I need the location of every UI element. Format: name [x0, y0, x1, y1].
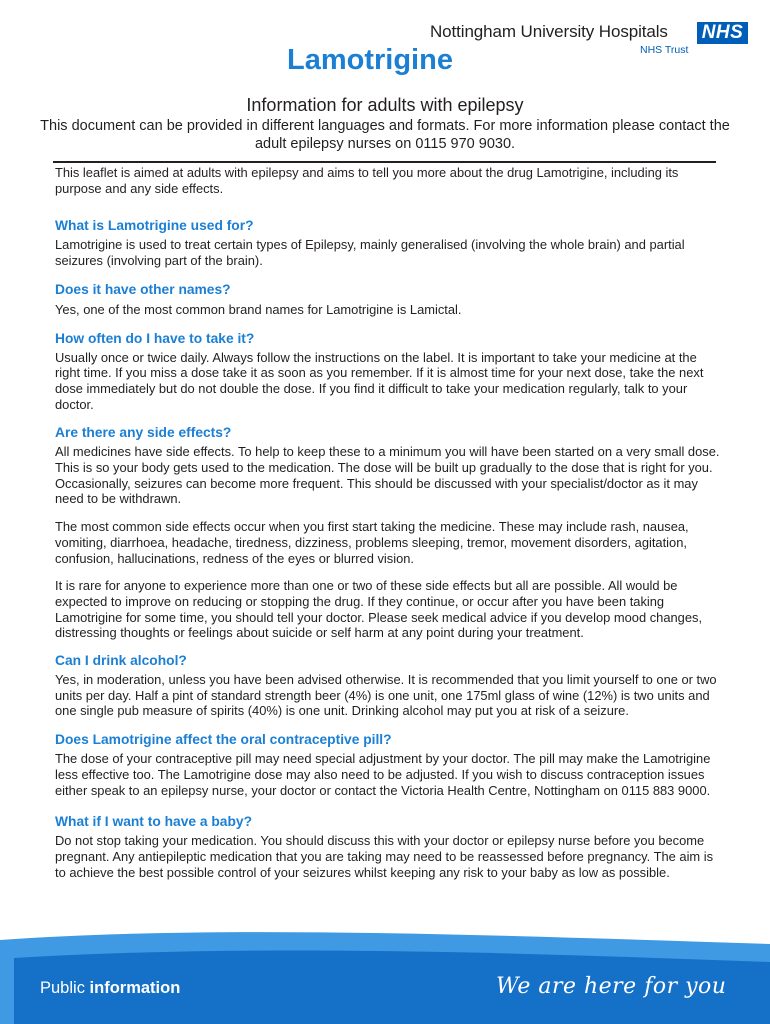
- page-subtitle: Information for adults with epilepsy: [246, 95, 524, 115]
- lead-paragraph: This leaflet is aimed at adults with epilepsy and aims to tell you more about the drug Lamotrigine, including its purpose and any side effects.: [55, 165, 679, 196]
- section-paragraph: Lamotrigine is used to treat certain types of Epilepsy, mainly generalised (involving the whole brain) and partial seizures (involving part of the brain).: [55, 237, 685, 269]
- section-paragraph: Yes, in moderation, unless you have been advised otherwise. It is recommended that you limit yourself to one or two units per day. Half a pint of standard strength beer (4%) is one unit, one 175ml glass of wine (12%) is two units and one single pub measure of spirits (40%) is one unit. Drinking alcohol may put you at risk of a seizure.: [55, 672, 717, 719]
- section-heading: How often do I have to take it?: [55, 330, 255, 346]
- organisation-name: Nottingham University Hospitals: [430, 22, 668, 41]
- divider: [53, 161, 716, 163]
- public-text: Public: [40, 979, 90, 997]
- nhs-logo: NHS: [697, 22, 748, 44]
- intro-text: This document can be provided in different languages and formats. For more information please contact the adult epilepsy nurses on 0115 970 9030.: [40, 118, 730, 152]
- section-paragraph: Do not stop taking your medication. You should discuss this with your doctor or epilepsy nurse before you become pregnant. Any antiepileptic medication that you are taking may need to be reassessed before pregnancy. The aim is to achieve the best possible control of your seizures whilst keeping any risk to your baby as low as possible.: [55, 833, 714, 880]
- section-paragraph: All medicines have side effects. To help to keep these to a minimum you will have been started on a very small dose. This is so your body gets used to the medication. The dose will be built up gradually to the dose that is right for you. Occasionally, seizures can become more frequent. This should be discussed with your specialist/doctor as it may need to be withdrawn.: [55, 444, 720, 507]
- information-text: information: [89, 979, 181, 997]
- section-heading: Are there any side effects?: [55, 425, 232, 441]
- section-heading: Can I drink alcohol?: [55, 653, 187, 669]
- slogan: We are here for you: [496, 974, 727, 999]
- leaflet-content: [55, 165, 720, 880]
- section-paragraph: The most common side effects occur when you first start taking the medicine. These may include rash, nausea, vomiting, diarrhoea, headache, tiredness, dizziness, problems sleeping, tremor, movement disorders, agitation, confusion, hallucinations, redness of the eyes or blurred vision.: [55, 519, 689, 566]
- section-paragraph: The dose of your contraceptive pill may need special adjustment by your doctor. The pill may make the Lamotrigine less effective too. The Lamotrigine dose may also need to be adjusted. If you wish to discuss contraception issues either speak to an epilepsy nurse, your doctor or contact the Victoria Health Centre, Nottingham on 0115 883 9000.: [55, 751, 711, 798]
- public-information-label: [40, 979, 180, 998]
- section-heading: What if I want to have a baby?: [55, 814, 253, 830]
- section-paragraph: Usually once or twice daily. Always follow the instructions on the label. It is important to take your medicine at the right time. If you miss a dose take it as soon as you remember. If it is almost time for your next dose, take the next dose immediately but do not double the dose. If you find it difficult to take your medication regularly, talk to your doctor.: [55, 349, 704, 412]
- trust-name: NHS Trust: [640, 44, 689, 56]
- page-title: Lamotrigine: [287, 44, 453, 76]
- section-paragraph: It is rare for anyone to experience more than one or two of these side effects but all are possible. All would be expected to improve on reducing or stopping the drug. If they continue, or occur after you have been taking Lamotrigine for some time, you should tell your doctor. Please seek medical advice if you develop mood changes, distressing thoughts or feelings about suicide or self harm at any point during your treatment.: [55, 578, 703, 641]
- section-heading: Does Lamotrigine affect the oral contraceptive pill?: [55, 732, 392, 748]
- section-paragraph: Yes, one of the most common brand names for Lamotrigine is Lamictal.: [55, 301, 462, 317]
- section-heading: Does it have other names?: [55, 281, 231, 297]
- section-heading: What is Lamotrigine used for?: [55, 218, 254, 234]
